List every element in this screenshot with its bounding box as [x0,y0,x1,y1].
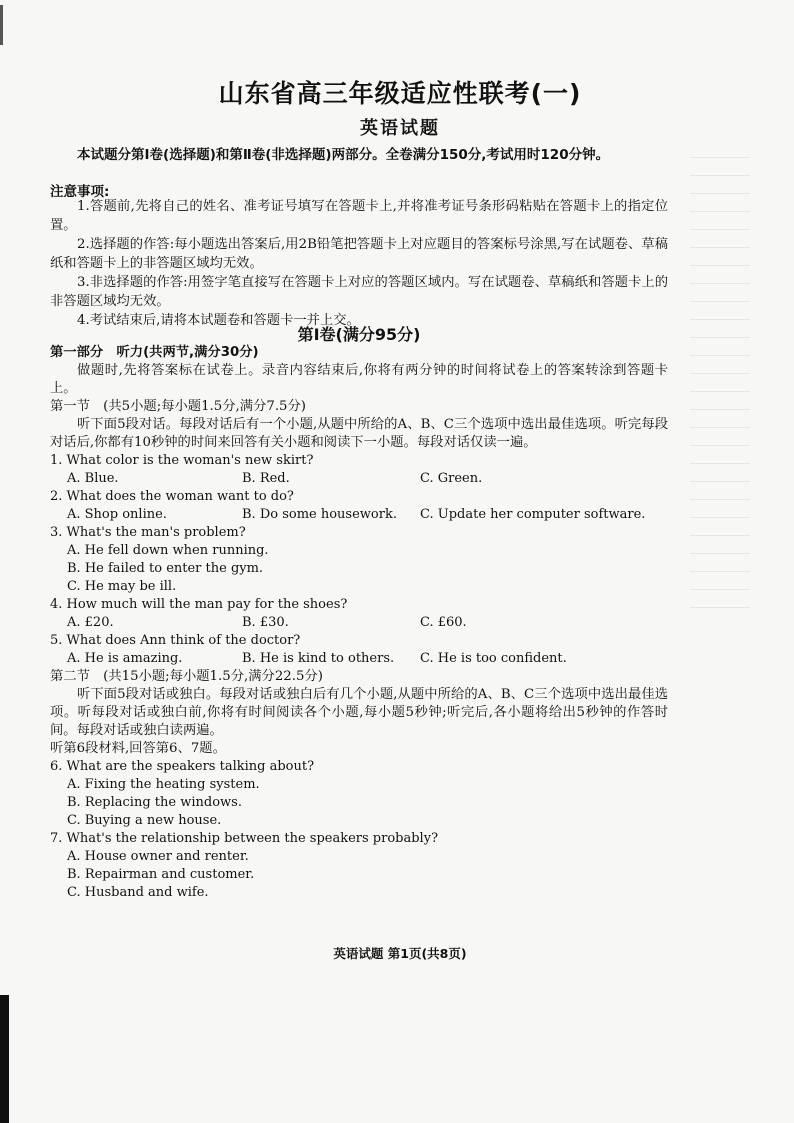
part1-title: 第Ⅰ卷(满分95分) [297,325,421,344]
option-c: C. He may be ill. [67,579,177,594]
option-c: C. Buying a new house. [67,813,222,828]
option-b: B. Red. [242,471,290,486]
question-text: 6. What are the speakers talking about? [50,759,315,774]
question-4 [50,596,668,632]
question-5 [50,632,668,668]
question-text: 3. What's the man's problem? [50,525,246,540]
notice-item: 4.考试结束后,请将本试题卷和答题卡一并上交。 [77,313,360,328]
question-options [50,650,668,668]
question-text: 5. What does Ann think of the doctor? [50,633,301,648]
option-c: C. Husband and wife. [67,885,209,900]
option-b: B. £30. [242,615,289,630]
option-c: C. Update her computer software. [420,507,646,522]
section2-material: 听第6段材料,回答第6、7题。 [50,741,226,756]
intro-text: 本试题分第Ⅰ卷(选择题)和第Ⅱ卷(非选择题)两部分。全卷满分150分,考试用时120分钟。 [77,147,610,163]
question-2 [50,488,668,524]
question-options [50,506,668,524]
question-text: 7. What's the relationship between the speakers probably? [50,831,439,846]
section1 [50,344,668,902]
option-a: A. £20. [67,615,114,630]
option-a: A. Blue. [67,471,119,486]
option-c: C. £60. [420,615,467,630]
section1-heading: 第一部分 听力(共两节,满分30分) [50,345,259,360]
option-a: A. House owner and renter. [67,849,249,864]
option-c: C. He is too confident. [420,651,567,666]
option-a: A. Fixing the heating system. [67,777,260,792]
section1-sub-desc: 听下面5段对话。每段对话后有一个小题,从题中所给的A、B、C三个选项中选出最佳选项。听完每段对话后,你都有10秒钟的时间来回答有关小题和阅读下一小题。每段对话仅读一遍。 [50,417,668,450]
section2-desc: 听下面5段对话或独白。每段对话或独白后有几个小题,从题中所给的A、B、C三个选项中选出最佳选项。听每段对话或独白前,你将有时间阅读各个小题,每小题5秒钟;听完后,各小题将给出5秒钟的作答时间。每段对话或独白读两遍。 [50,687,668,738]
notice-heading: 注意事项: [50,184,110,200]
notice-item: 2.选择题的作答:每小题选出答案后,用2B铅笔把答题卡上对应题目的答案标号涂黑,写在试题卷、草稿纸和答题卡上的非答题区域均无效。 [50,237,668,271]
page-footer: 英语试题 第1页(共8页) [333,946,467,961]
option-b: B. Repairman and customer. [67,867,255,882]
page-subtitle: 英语试题 [360,118,440,139]
option-a: A. He fell down when running. [67,543,269,558]
option-a: A. Shop online. [67,507,167,522]
section1-sub-heading: 第一节 (共5小题;每小题1.5分,满分7.5分) [50,399,306,414]
option-b: B. He is kind to others. [242,651,395,666]
question-options [50,470,668,488]
option-b: B. Do some housework. [242,507,397,522]
option-c: C. Green. [420,471,483,486]
question-text: 2. What does the woman want to do? [50,489,294,504]
question-1 [50,452,668,488]
question-text: 1. What color is the woman's new skirt? [50,453,314,468]
notice-item: 1.答题前,先将自己的姓名、准考证号填写在答题卡上,并将准考证号条形码粘贴在答题卡上的指定位置。 [50,199,668,233]
scan-edge [0,995,9,1123]
bleed-through [690,140,750,940]
scan-speck [0,5,3,45]
notice-item: 3.非选择题的作答:用签字笔直接写在答题卡上对应的答题区域内。写在试题卷、草稿纸和答题卡上的非答题区域均无效。 [50,275,668,309]
section2-heading: 第二节 (共15小题;每小题1.5分,满分22.5分) [50,669,323,684]
question-options [50,614,668,632]
question-text: 4. How much will the man pay for the shoes? [50,597,348,612]
option-b: B. He failed to enter the gym. [67,561,264,576]
section1-desc: 做题时,先将答案标在试卷上。录音内容结束后,你将有两分钟的时间将试卷上的答案转涂到答题卡上。 [50,363,668,396]
page-title: 山东省高三年级适应性联考(一) [218,79,582,108]
option-b: B. Replacing the windows. [67,795,242,810]
question-7 [50,830,668,902]
option-a: A. He is amazing. [67,651,183,666]
notice-list [50,197,668,330]
question-3 [50,524,668,596]
question-6 [50,758,668,830]
